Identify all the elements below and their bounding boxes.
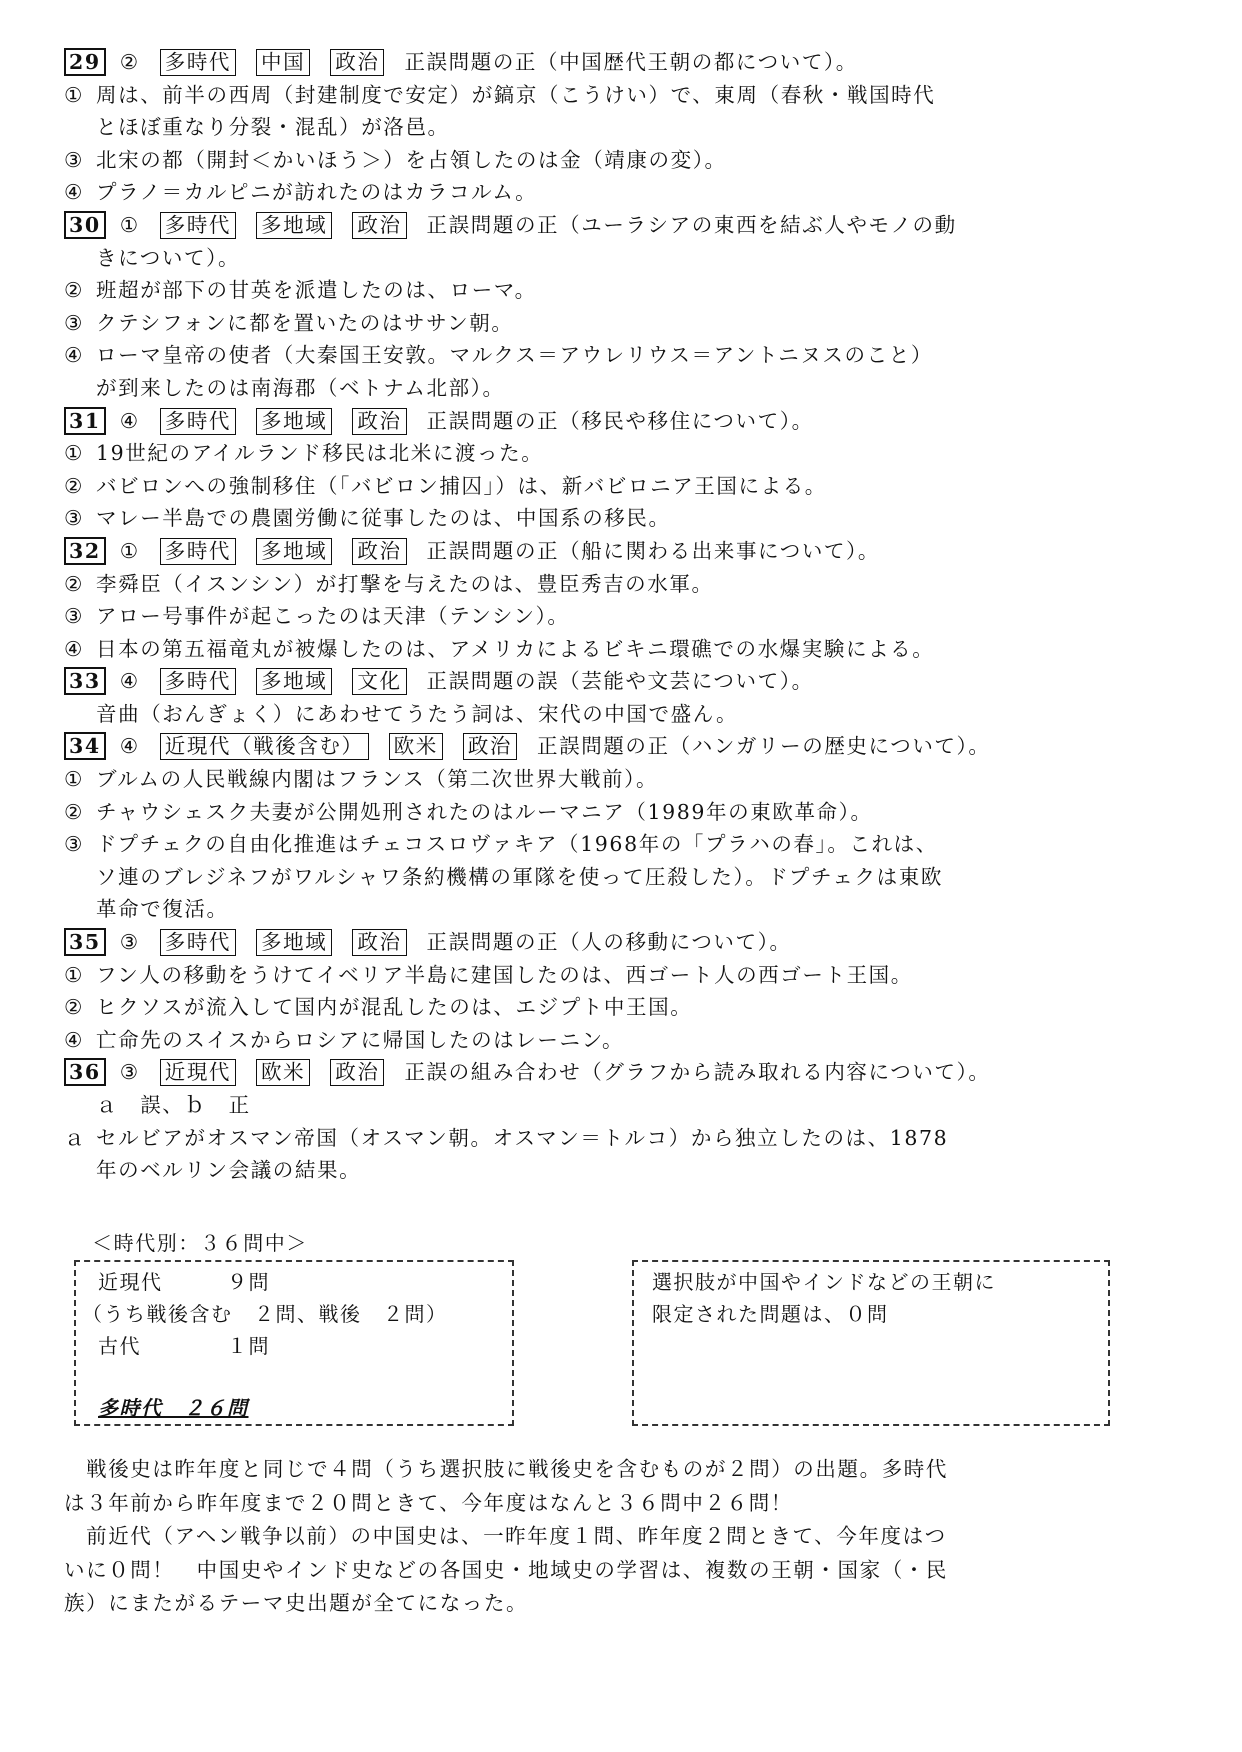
explanation-line (64, 861, 1144, 894)
era-tag: 多時代 (160, 408, 236, 435)
summary-row: 古代 １問 (98, 1334, 270, 1358)
commentary (64, 1453, 1144, 1621)
question-number: 30 (64, 211, 106, 239)
explanation-text: 亡命先のスイスからロシアに帰国したのはレーニン。 (96, 1027, 625, 1052)
explanation-line (64, 893, 1144, 926)
explanation-text: ブルムの人民戦線内閣はフランス（第二次世界大戦前）。 (96, 767, 659, 792)
summary-section (64, 1227, 1124, 1427)
field-tag: 政治 (330, 49, 384, 76)
explanation-text: 革命で復活。 (96, 897, 229, 922)
choice-mark: ① (64, 767, 84, 792)
question-number: 35 (64, 928, 106, 956)
explanation-text: セルビアがオスマン帝国（オスマン朝。オスマン＝トルコ）から独立したのは、1878 (96, 1125, 949, 1150)
answer-mark: ① (119, 212, 140, 237)
answer-mark: ④ (119, 734, 140, 759)
choice-mark: ③ (64, 832, 84, 857)
region-tag: 多地域 (256, 929, 332, 956)
choice-mark: ① (64, 82, 84, 107)
explanation-text: ローマ皇帝の使者（大秦国王安敦。マルクス＝アウレリウス＝アントニヌスのこと） (96, 343, 933, 368)
region-tag: 多地域 (256, 668, 332, 695)
explanation-line (64, 339, 1144, 372)
answer-mark: ③ (119, 930, 140, 955)
dynasty-summary-box (632, 1260, 1110, 1426)
explanation-text: 日本の第五福竜丸が被爆したのは、アメリカによるビキニ環礁での水爆実験による。 (96, 636, 935, 661)
era-tag: 近現代（戦後含む） (160, 733, 369, 760)
choice-mark: ② (64, 799, 84, 824)
question-description: きについて）。 (96, 245, 241, 270)
explanation-line (64, 698, 1144, 731)
explanation-text: バビロンへの強制移住（「バビロン捕囚」）は、新バビロニア王国による。 (96, 473, 827, 498)
explanation-line (64, 470, 1144, 503)
explanation-text: フン人の移動をうけてイベリア半島に建国したのは、西ゴート人の西ゴート王国。 (96, 962, 913, 987)
explanation-line (64, 144, 1144, 177)
explanation-text: が到来したのは南海郡（ベトナム北部）。 (96, 375, 505, 400)
choice-mark: ③ (64, 604, 84, 629)
commentary-line: いに０問！ 中国史やインド史などの各国史・地域史の学習は、複数の王朝・国家（・民 (64, 1557, 948, 1582)
choice-mark: ② (64, 278, 84, 303)
question-description: 正誤問題の正（ハンガリーの歴史について）。 (537, 734, 991, 759)
explanation-text: 19世紀のアイルランド移民は北米に渡った。 (96, 441, 544, 466)
question-description: 正誤問題の誤（芸能や文芸について）。 (426, 669, 814, 694)
choice-mark: ③ (64, 506, 84, 531)
question-description: 正誤問題の正（移民や移住について）。 (426, 408, 814, 433)
choice-mark: ④ (64, 636, 84, 661)
question-number: 36 (64, 1058, 106, 1086)
region-tag: 多地域 (256, 538, 332, 565)
choice-mark: ④ (64, 343, 84, 368)
question-31-header (64, 405, 1144, 438)
question-description-cont (64, 242, 1144, 275)
explanation-text: ａ 誤、ｂ 正 (96, 1093, 251, 1117)
explanation-line (64, 959, 1144, 992)
commentary-line: 戦後史は昨年度と同じで４問（うち選択肢に戦後史を含むものが２問）の出題。多時代 (64, 1457, 948, 1481)
choice-mark: ④ (64, 1027, 84, 1052)
explanation-text: ソ連のブレジネフがワルシャワ条約機構の軍隊を使って圧殺した）。ドプチェクは東欧 (96, 864, 943, 889)
era-summary-box (74, 1260, 514, 1426)
explanation-text: ドプチェクの自由化推進はチェコスロヴァキア（1968年の「プラハの春」。これは、 (96, 832, 938, 857)
explanation-line (64, 1024, 1144, 1057)
explanation-text: 音曲（おんぎょく）にあわせてうたう詞は、宋代の中国で盛ん。 (96, 701, 739, 726)
explanation-text: チャウシェスク夫妻が公開処刑されたのはルーマニア（1989年の東欧革命）。 (96, 799, 873, 824)
explanation-line (64, 763, 1144, 796)
commentary-line: は３年前から昨年度まで２０問ときて、今年度はなんと３６問中２６問！ (64, 1490, 793, 1515)
question-description: 正誤問題の正（人の移動について）。 (426, 930, 792, 955)
region-tag: 欧米 (389, 733, 443, 760)
commentary-line: 前近代（アヘン戦争以前）の中国史は、一昨年度１問、昨年度２問ときて、今年度はつ (64, 1524, 947, 1549)
question-description: 正誤問題の正（ユーラシアの東西を結ぶ人やモノの動 (426, 212, 957, 237)
choice-mark: ③ (64, 147, 84, 172)
question-number: 32 (64, 537, 106, 565)
explanation-line (64, 274, 1144, 307)
summary-row: 近現代 ９問 (98, 1270, 270, 1294)
choice-mark: ④ (64, 180, 84, 205)
field-tag: 政治 (330, 1059, 384, 1086)
question-number: 33 (64, 667, 106, 695)
explanation-text: アロー号事件が起こったのは天津（テンシン）。 (96, 604, 570, 629)
region-tag: 多地域 (256, 212, 332, 239)
question-description: 正誤問題の正（船に関わる出来事について）。 (426, 538, 880, 563)
explanation-line (64, 828, 1144, 861)
answer-mark: ④ (119, 669, 140, 694)
question-number: 29 (64, 48, 106, 76)
answer-mark: ② (119, 50, 140, 74)
question-description: 正誤の組み合わせ（グラフから読み取れる内容について）。 (404, 1060, 991, 1085)
field-tag: 政治 (463, 733, 517, 760)
explanation-text: ヒクソスが流入して国内が混乱したのは、エジプト中王国。 (96, 995, 693, 1020)
summary-title: ＜時代別：３６問中＞ (92, 1231, 308, 1255)
era-tag: 近現代 (160, 1059, 236, 1086)
commentary-line: 族）にまたがるテーマ史出題が全てになった。 (64, 1591, 529, 1616)
explanation-line (64, 1154, 1144, 1187)
explanation-text: 北宋の都（開封＜かいほう＞）を占領したのは金（靖康の変）。 (96, 147, 727, 172)
answer-mark: ④ (119, 408, 140, 433)
explanation-line (64, 307, 1144, 340)
era-tag: 多時代 (160, 668, 236, 695)
question-number: 31 (64, 407, 106, 435)
choice-mark: ① (64, 441, 84, 466)
choice-mark: ① (64, 962, 84, 987)
question-33-header (64, 665, 1144, 698)
explanation-line (64, 111, 1144, 144)
era-tag: 多時代 (160, 929, 236, 956)
choice-mark: ａ (64, 1125, 87, 1150)
explanation-text: プラノ＝カルピニが訪れたのはカラコルム。 (96, 180, 538, 205)
explanation-text: 年のベルリン会議の結果。 (96, 1158, 362, 1183)
answer-mark: ③ (119, 1060, 140, 1085)
explanation-line (64, 568, 1144, 601)
explanation-text: とほぼ重なり分裂・混乱）が洛邑。 (96, 115, 450, 140)
summary-row: 限定された問題は、０問 (652, 1302, 889, 1326)
choice-mark: ③ (64, 310, 84, 335)
explanation-text: クテシフォンに都を置いたのはササン朝。 (96, 310, 514, 335)
choice-mark: ② (64, 473, 84, 498)
explanation-line (64, 79, 1144, 112)
era-tag: 多時代 (160, 538, 236, 565)
explanation-text: マレー半島での農園労働に従事したのは、中国系の移民。 (96, 506, 671, 531)
explanation-text: 李舜臣（イスンシン）が打撃を与えたのは、豊臣秀吉の水軍。 (96, 571, 714, 596)
era-tag: 多時代 (160, 212, 236, 239)
explanation-text: 班超が部下の甘英を派遣したのは、ローマ。 (96, 278, 537, 303)
question-34-header (64, 730, 1144, 763)
summary-highlight: 多時代 ２６問 (98, 1396, 249, 1420)
explanation-line (64, 633, 1144, 666)
explanation-line (64, 600, 1144, 633)
explanation-line (64, 372, 1144, 405)
answer-mark: ① (119, 538, 140, 563)
region-tag: 多地域 (256, 408, 332, 435)
answer-list (64, 46, 1144, 1187)
question-29-header (64, 46, 1144, 79)
era-tag: 多時代 (160, 49, 236, 76)
field-tag: 政治 (352, 212, 406, 239)
region-tag: 欧米 (256, 1059, 310, 1086)
explanation-text: 周は、前半の西周（封建制度で安定）が鎬京（こうけい）で、東周（春秋・戦国時代 (96, 82, 936, 107)
question-36-header (64, 1056, 1144, 1089)
choice-mark: ② (64, 995, 84, 1020)
field-tag: 政治 (352, 408, 406, 435)
explanation-line (64, 176, 1144, 209)
choice-mark: ② (64, 571, 84, 596)
summary-row: 選択肢が中国やインドなどの王朝に (652, 1270, 996, 1294)
field-tag: 文化 (352, 668, 406, 695)
explanation-line (64, 796, 1144, 829)
explanation-line (64, 1122, 1144, 1155)
field-tag: 政治 (352, 929, 406, 956)
explanation-line (64, 991, 1144, 1024)
question-32-header (64, 535, 1144, 568)
explanation-line (64, 502, 1144, 535)
field-tag: 政治 (352, 538, 406, 565)
question-number: 34 (64, 732, 106, 760)
question-30-header (64, 209, 1144, 242)
summary-row: （うち戦後含む ２問、戦後 ２問） (82, 1302, 448, 1326)
question-description: 正誤問題の正（中国歴代王朝の都について）。 (404, 50, 858, 74)
region-tag: 中国 (256, 49, 310, 76)
explanation-line (64, 1089, 1144, 1122)
question-35-header (64, 926, 1144, 959)
explanation-line (64, 437, 1144, 470)
